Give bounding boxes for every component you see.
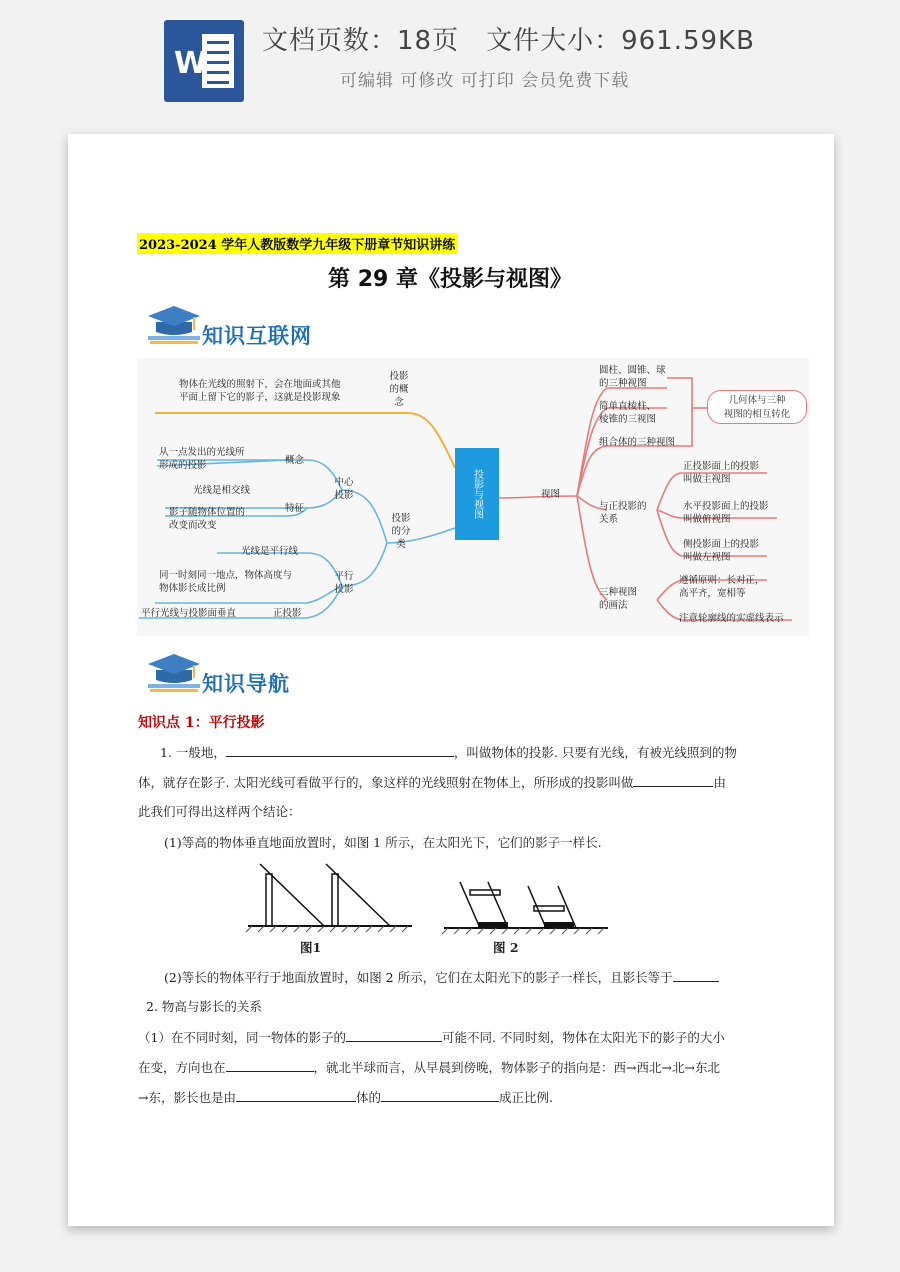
- node-rel1b: 叫做主视图: [683, 474, 731, 485]
- node-transform-box: 几何体与三种 视图的相互转化: [707, 390, 807, 424]
- node-p-1: 光线是平行线: [241, 546, 299, 557]
- graduation-cap-icon: [146, 302, 202, 346]
- word-document-icon: W: [164, 20, 244, 102]
- node-p-2b: 物体影长成比例: [159, 583, 226, 594]
- node-r1a: 圆柱、圆锥、球: [599, 365, 666, 376]
- node-rel3b: 叫做左视图: [683, 552, 731, 563]
- paragraph-7: （1）在不同时刻，同一物体的影子的 可能不同. 不同时刻，物体在太阳光下的影子的大小: [138, 1027, 725, 1048]
- file-info-subtitle: 可编辑 可修改 可打印 会员免费下载: [340, 71, 630, 91]
- node-c-concept-desc-1: 从一点发出的光线所: [159, 447, 245, 458]
- node-rel: 与正投影的关系: [599, 501, 647, 525]
- node-draw: 三种视图的画法: [599, 587, 638, 611]
- figure-2: [442, 856, 612, 956]
- fill-blank[interactable]: [226, 1057, 314, 1072]
- node-classify: 投影的分类: [391, 513, 411, 550]
- node-p-3: 平行光线与投影面垂直: [141, 608, 237, 619]
- node-rel1a: 正投影面上的投影: [683, 461, 760, 472]
- node-r3: 组合体的三种视图: [599, 437, 676, 448]
- paragraph-6: 2. 物高与影长的关系: [146, 999, 262, 1014]
- fill-blank[interactable]: [673, 967, 719, 982]
- figure-2-caption: 图 2: [493, 940, 519, 955]
- figure-1: [246, 856, 416, 956]
- node-rel2b: 叫做俯视图: [683, 514, 731, 525]
- node-concept-desc-2: 平面上留下它的影子，这就是投影现象: [179, 392, 341, 403]
- section-title: 知识导航: [202, 672, 290, 696]
- node-r2a: 简单直棱柱、: [599, 401, 657, 412]
- graduation-cap-icon: [146, 650, 202, 694]
- node-concept-desc-1: 物体在光线的照射下，会在地面或其他: [179, 379, 341, 390]
- chapter-title: 第 29 章《投影与视图》: [328, 267, 572, 292]
- paragraph-5: (2)等长的物体平行于地面放置时，如图 2 所示，它们在太阳光下的影子一样长，且影长等于: [164, 967, 719, 988]
- node-central: 中心投影: [334, 477, 354, 501]
- paragraph-1: 1. 一般地， ，叫做物体的投影. 只要有光线，有被光线照到的物: [160, 742, 737, 763]
- mind-map: [137, 358, 809, 636]
- node-c-concept-desc-2: 形成的投影: [159, 460, 207, 471]
- paragraph-2: 体，就存在影子. 太阳光线可看做平行的，象这样的光线照射在物体上，所形成的投影叫做 由: [138, 772, 726, 793]
- node-c-feature-1: 光线是相交线: [193, 485, 251, 496]
- node-c-feature: 特征: [285, 503, 305, 514]
- node-view: 视图: [541, 489, 561, 500]
- course-label: 2023-2024 学年人教版数学九年级下册章节知识讲练: [137, 233, 457, 254]
- paragraph-9: →东，影长也是由 体的 成正比例.: [138, 1087, 553, 1108]
- node-draw2: 注意轮廓线的实虚线表示: [679, 613, 784, 624]
- node-p-2a: 同一时刻同一地点，物体高度与: [159, 570, 293, 581]
- node-rel2a: 水平投影面上的投影: [683, 501, 769, 512]
- fill-blank[interactable]: [236, 1087, 356, 1102]
- section-banner-network: [140, 302, 360, 352]
- node-r1b: 的三种视图: [599, 378, 647, 389]
- header-bar: [0, 0, 900, 120]
- paragraph-8: 在变，方向也在 ，就北半球而言，从早晨到傍晚，物体影子的指向是：西→西北→北→东北: [138, 1057, 720, 1078]
- section-title: 知识互联网: [202, 324, 312, 348]
- node-c-concept: 概念: [285, 455, 305, 466]
- fill-blank[interactable]: [226, 742, 454, 757]
- node-c-feature-2a: 影子随物体位置的: [169, 507, 246, 518]
- section-banner-navigation: [140, 650, 360, 700]
- node-parallel: 平行投影: [334, 571, 354, 595]
- figure-1-caption: 图1: [300, 940, 322, 955]
- fill-blank[interactable]: [633, 772, 713, 787]
- paragraph-3: 此我们可得出这样两个结论：: [138, 804, 301, 819]
- paragraph-4: (1)等高的物体垂直地面放置时，如图 1 所示，在太阳光下，它们的影子一样长.: [164, 835, 602, 850]
- node-rel3a: 侧投影面上的投影: [683, 539, 760, 550]
- node-r2b: 棱锥的三视图: [599, 414, 657, 425]
- fill-blank[interactable]: [381, 1087, 499, 1102]
- knowledge-point-title: 知识点 1：平行投影: [138, 715, 265, 731]
- fill-blank[interactable]: [346, 1027, 442, 1042]
- node-concept: 投影的概念: [389, 371, 409, 408]
- node-draw1a: 遵循原则：长对正，: [679, 575, 765, 586]
- file-info-title: 文档页数：18页 文件大小：961.59KB: [262, 26, 755, 56]
- node-p-3-label: 正投影: [273, 608, 302, 619]
- node-c-feature-2b: 改变而改变: [169, 520, 217, 531]
- node-draw1b: 高平齐，宽相等: [679, 588, 746, 599]
- mind-map-center: 投影与视图: [455, 448, 499, 540]
